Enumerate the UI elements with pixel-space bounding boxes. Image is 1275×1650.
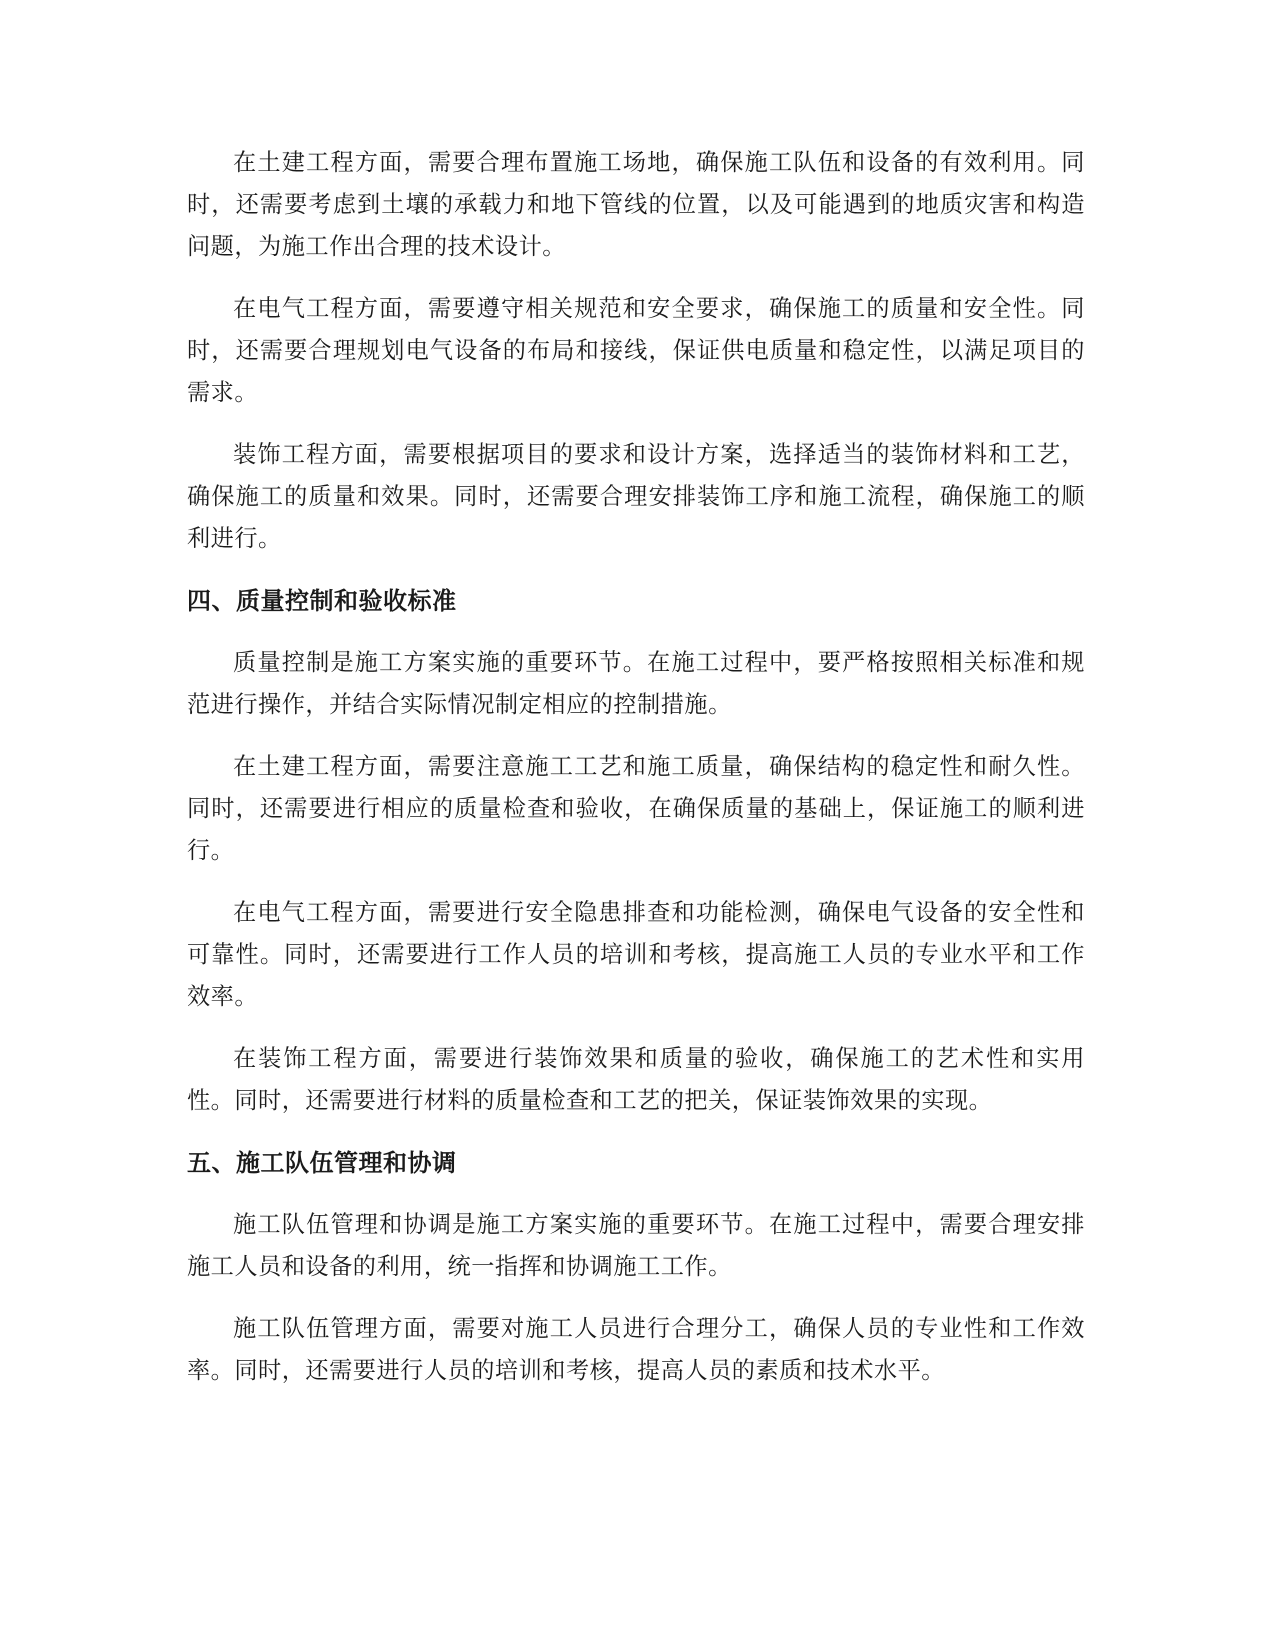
paragraph-electrical-layout: 在电气工程方面，需要遵守相关规范和安全要求，确保施工的质量和安全性。同时，还需要合理规划电气设备的布局和接线，保证供电质量和稳定性，以满足项目的需求。 xyxy=(187,295,1085,406)
section-heading-quality-control: 四、质量控制和验收标准 xyxy=(187,587,457,615)
paragraph-quality-intro: 质量控制是施工方案实施的重要环节。在施工过程中，要严格按照相关标准和规范进行操作，并结合实际情况制定相应的控制措施。 xyxy=(187,649,1085,718)
document-page xyxy=(187,142,1085,1412)
paragraph-civil-layout: 在土建工程方面，需要合理布置施工场地，确保施工队伍和设备的有效利用。同时，还需要考虑到土壤的承载力和地下管线的位置，以及可能遇到的地质灾害和构造问题，为施工作出合理的技术设计。 xyxy=(187,149,1085,260)
paragraph-team-management: 施工队伍管理方面，需要对施工人员进行合理分工，确保人员的专业性和工作效率。同时，还需要进行人员的培训和考核，提高人员的素质和技术水平。 xyxy=(187,1315,1085,1384)
paragraph-team-intro: 施工队伍管理和协调是施工方案实施的重要环节。在施工过程中，需要合理安排施工人员和设备的利用，统一指挥和协调施工工作。 xyxy=(187,1211,1085,1280)
paragraph-decoration-layout: 装饰工程方面，需要根据项目的要求和设计方案，选择适当的装饰材料和工艺，确保施工的质量和效果。同时，还需要合理安排装饰工序和施工流程，确保施工的顺利进行。 xyxy=(187,441,1085,552)
paragraph-quality-civil: 在土建工程方面，需要注意施工工艺和施工质量，确保结构的稳定性和耐久性。同时，还需要进行相应的质量检查和验收，在确保质量的基础上，保证施工的顺利进行。 xyxy=(187,753,1085,864)
paragraph-quality-decoration: 在装饰工程方面，需要进行装饰效果和质量的验收，确保施工的艺术性和实用性。同时，还需要进行材料的质量检查和工艺的把关，保证装饰效果的实现。 xyxy=(187,1045,1085,1114)
paragraph-quality-electrical: 在电气工程方面，需要进行安全隐患排查和功能检测，确保电气设备的安全性和可靠性。同时，还需要进行工作人员的培训和考核，提高施工人员的专业水平和工作效率。 xyxy=(187,899,1085,1010)
section-heading-team-management: 五、施工队伍管理和协调 xyxy=(187,1149,457,1177)
